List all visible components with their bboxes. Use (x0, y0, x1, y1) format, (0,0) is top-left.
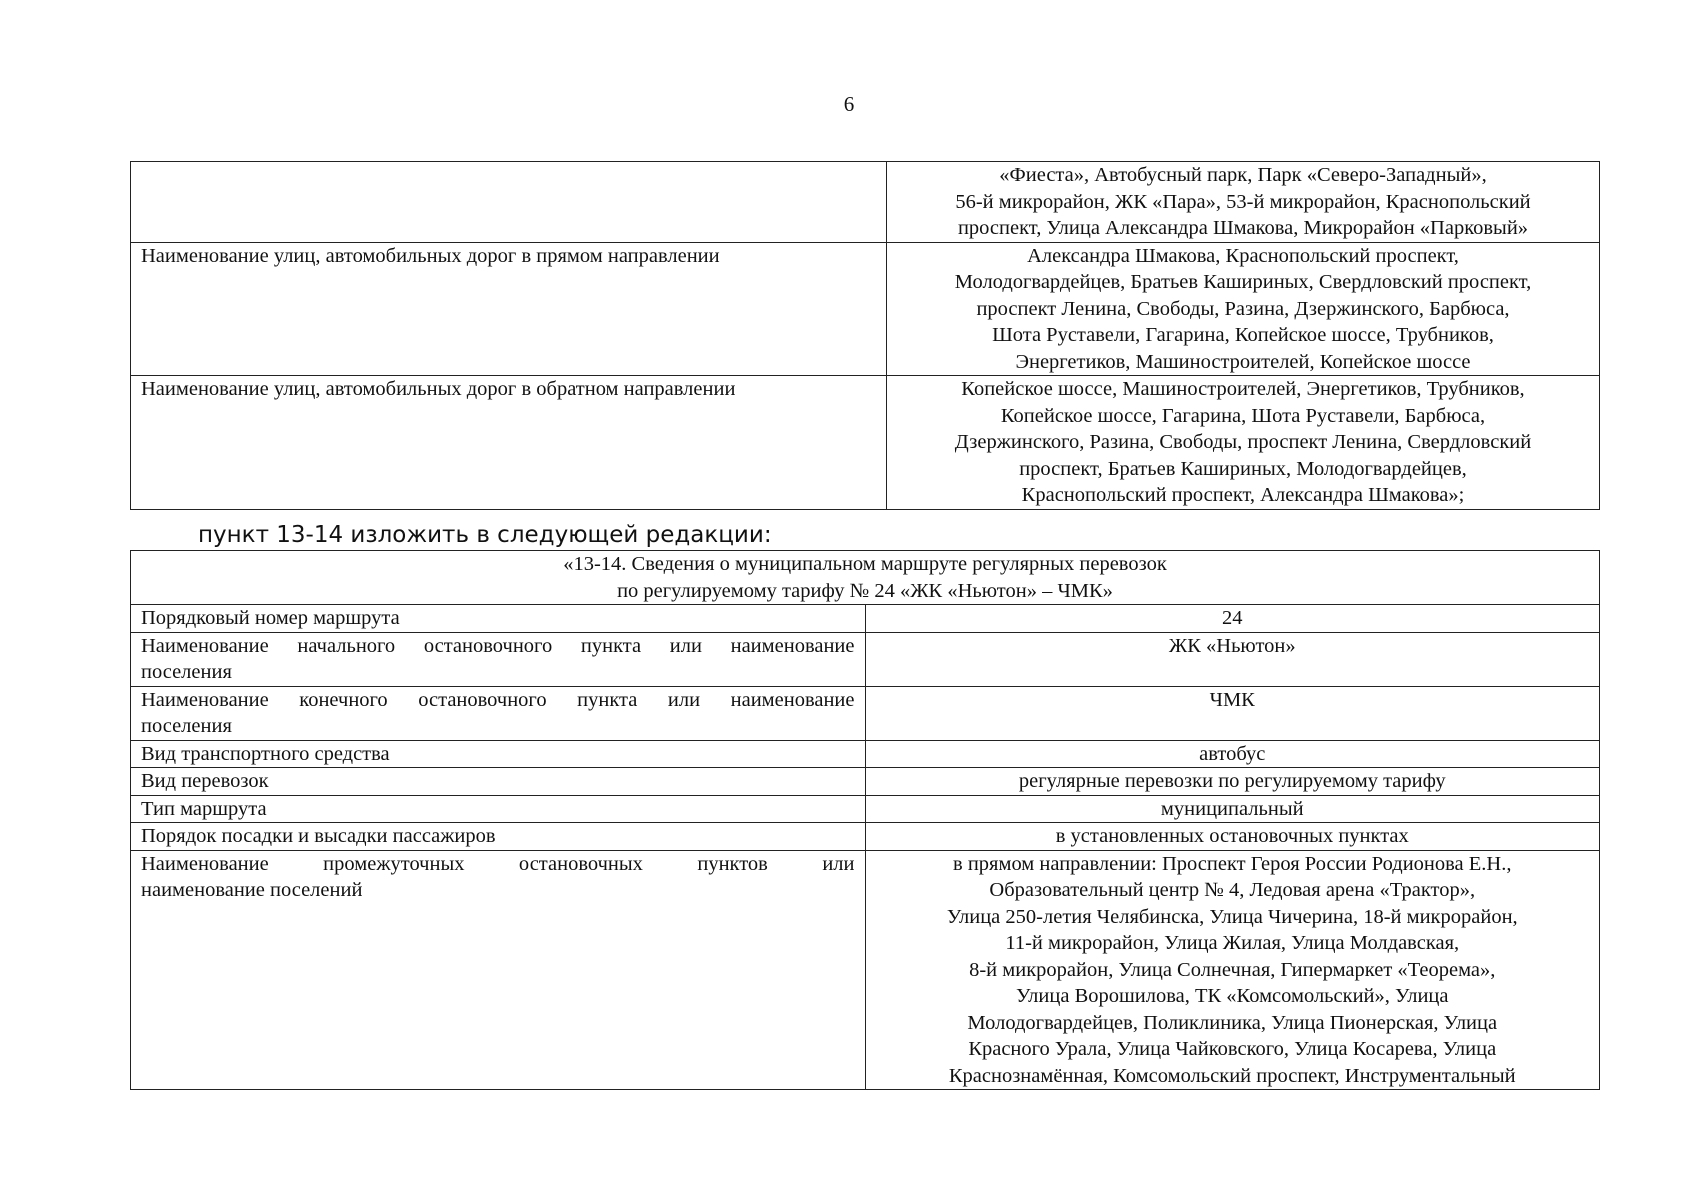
value-line: Молодогвардейцев, Поликлиника, Улица Пионерская, Улица (967, 1011, 1498, 1034)
row-value-cell: в установленных остановочных пунктах (865, 823, 1600, 851)
table-header-cell (131, 551, 1600, 605)
table-row (131, 632, 1600, 686)
row-value-cell (887, 162, 1600, 243)
amendment-instruction: пункт 13-14 изложить в следующей редакции: (198, 522, 772, 548)
table-row (131, 605, 1600, 633)
row-value-cell: ЧМК (865, 686, 1600, 740)
label-line: поселения (141, 715, 232, 737)
table-row (131, 242, 1600, 376)
table-row (131, 795, 1600, 823)
table-row (131, 850, 1600, 1090)
row-value-cell (865, 850, 1600, 1090)
value-line: Шота Руставели, Гагарина, Копейское шоссе, Трубников, (992, 324, 1494, 346)
route-streets-table (130, 161, 1600, 510)
header-line: по регулируемому тарифу № 24 «ЖК «Ньютон» – ЧМК» (617, 579, 1113, 602)
row-label-cell (131, 686, 866, 740)
row-value-cell: ЖК «Ньютон» (865, 632, 1600, 686)
table-row (131, 768, 1600, 796)
row-label-cell: Вид транспортного средства (131, 740, 866, 768)
value-line: 56-й микрорайон, ЖК «Пара», 53-й микрорайон, Краснопольский (955, 190, 1531, 213)
value-line: проспект, Братьев Кашириных, Молодогвардейцев, (1019, 457, 1467, 480)
label-line: Наименование начального остановочного пункта или наименование (141, 634, 855, 657)
table-row (131, 376, 1600, 510)
row-label-cell (131, 632, 866, 686)
value-line: Краснознамённая, Комсомольский проспект, Инструментальный (948, 1064, 1516, 1087)
value-line: 11-й микрорайон, Улица Жилая, Улица Молдавская, (1005, 932, 1460, 954)
page-number: 6 (843, 92, 855, 116)
label-line: наименование поселений (141, 879, 363, 901)
table-row (131, 740, 1600, 768)
value-line: Александра Шмакова, Краснопольский проспект, (1027, 244, 1459, 267)
header-line: «13-14. Сведения о муниципальном маршруте регулярных перевозок (563, 553, 1167, 575)
table-row (131, 686, 1600, 740)
row-value-cell (887, 376, 1600, 510)
row-label-cell: Тип маршрута (131, 795, 866, 823)
value-line: в прямом направлении: Проспект Героя России Родионова Е.Н., (953, 852, 1512, 875)
value-line: Образовательный центр № 4, Ледовая арена «Трактор», (989, 879, 1476, 901)
value-line: проспект Ленина, Свободы, Разина, Дзержинского, Барбюса, (976, 297, 1510, 320)
table-header-row (131, 551, 1600, 605)
row-value-cell (887, 242, 1600, 376)
value-line: Краснопольский проспект, Александра Шмакова»; (1021, 484, 1465, 506)
value-line: Копейское шоссе, Машиностроителей, Энергетиков, Трубников, (961, 378, 1525, 400)
row-label-cell: Порядковый номер маршрута (131, 605, 866, 633)
value-line: «Фиеста», Автобусный парк, Парк «Северо-Западный», (999, 164, 1487, 186)
row-label-cell: Порядок посадки и высадки пассажиров (131, 823, 866, 851)
value-line: 8-й микрорайон, Улица Солнечная, Гипермаркет «Теорема», (969, 958, 1496, 981)
row-value-cell: регулярные перевозки по регулируемому тарифу (865, 768, 1600, 796)
row-label-cell: Вид перевозок (131, 768, 866, 796)
label-line: Наименование конечного остановочного пункта или наименование (141, 688, 855, 711)
value-line: проспект, Улица Александра Шмакова, Микрорайон «Парковый» (957, 217, 1529, 239)
row-label-cell: Наименование улиц, автомобильных дорог в обратном направлении (131, 376, 887, 510)
value-line: Копейское шоссе, Гагарина, Шота Руставели, Барбюса, (1000, 404, 1486, 427)
value-line: Дзержинского, Разина, Свободы, проспект Ленина, Свердловский (954, 431, 1532, 453)
table-row (131, 162, 1600, 243)
value-line: Улица 250-летия Челябинска, Улица Чичерина, 18-й микрорайон, (946, 905, 1518, 928)
row-label-cell (131, 162, 887, 243)
row-value-cell: автобус (865, 740, 1600, 768)
row-value-cell: муниципальный (865, 795, 1600, 823)
label-line: поселения (141, 661, 232, 683)
row-label-cell: Наименование улиц, автомобильных дорог в прямом направлении (131, 242, 887, 376)
row-label-cell (131, 850, 866, 1090)
row-value-cell: 24 (865, 605, 1600, 633)
table-row (131, 823, 1600, 851)
label-line: Наименование промежуточных остановочных пунктов или (141, 852, 855, 875)
value-line: Энергетиков, Машиностроителей, Копейское шоссе (1015, 350, 1471, 373)
value-line: Улица Ворошилова, ТК «Комсомольский», Улица (1015, 985, 1449, 1007)
value-line: Красного Урала, Улица Чайковского, Улица Косарева, Улица (968, 1038, 1497, 1060)
value-line: Молодогвардейцев, Братьев Кашириных, Свердловский проспект, (954, 271, 1532, 293)
route-info-table (130, 550, 1600, 1090)
